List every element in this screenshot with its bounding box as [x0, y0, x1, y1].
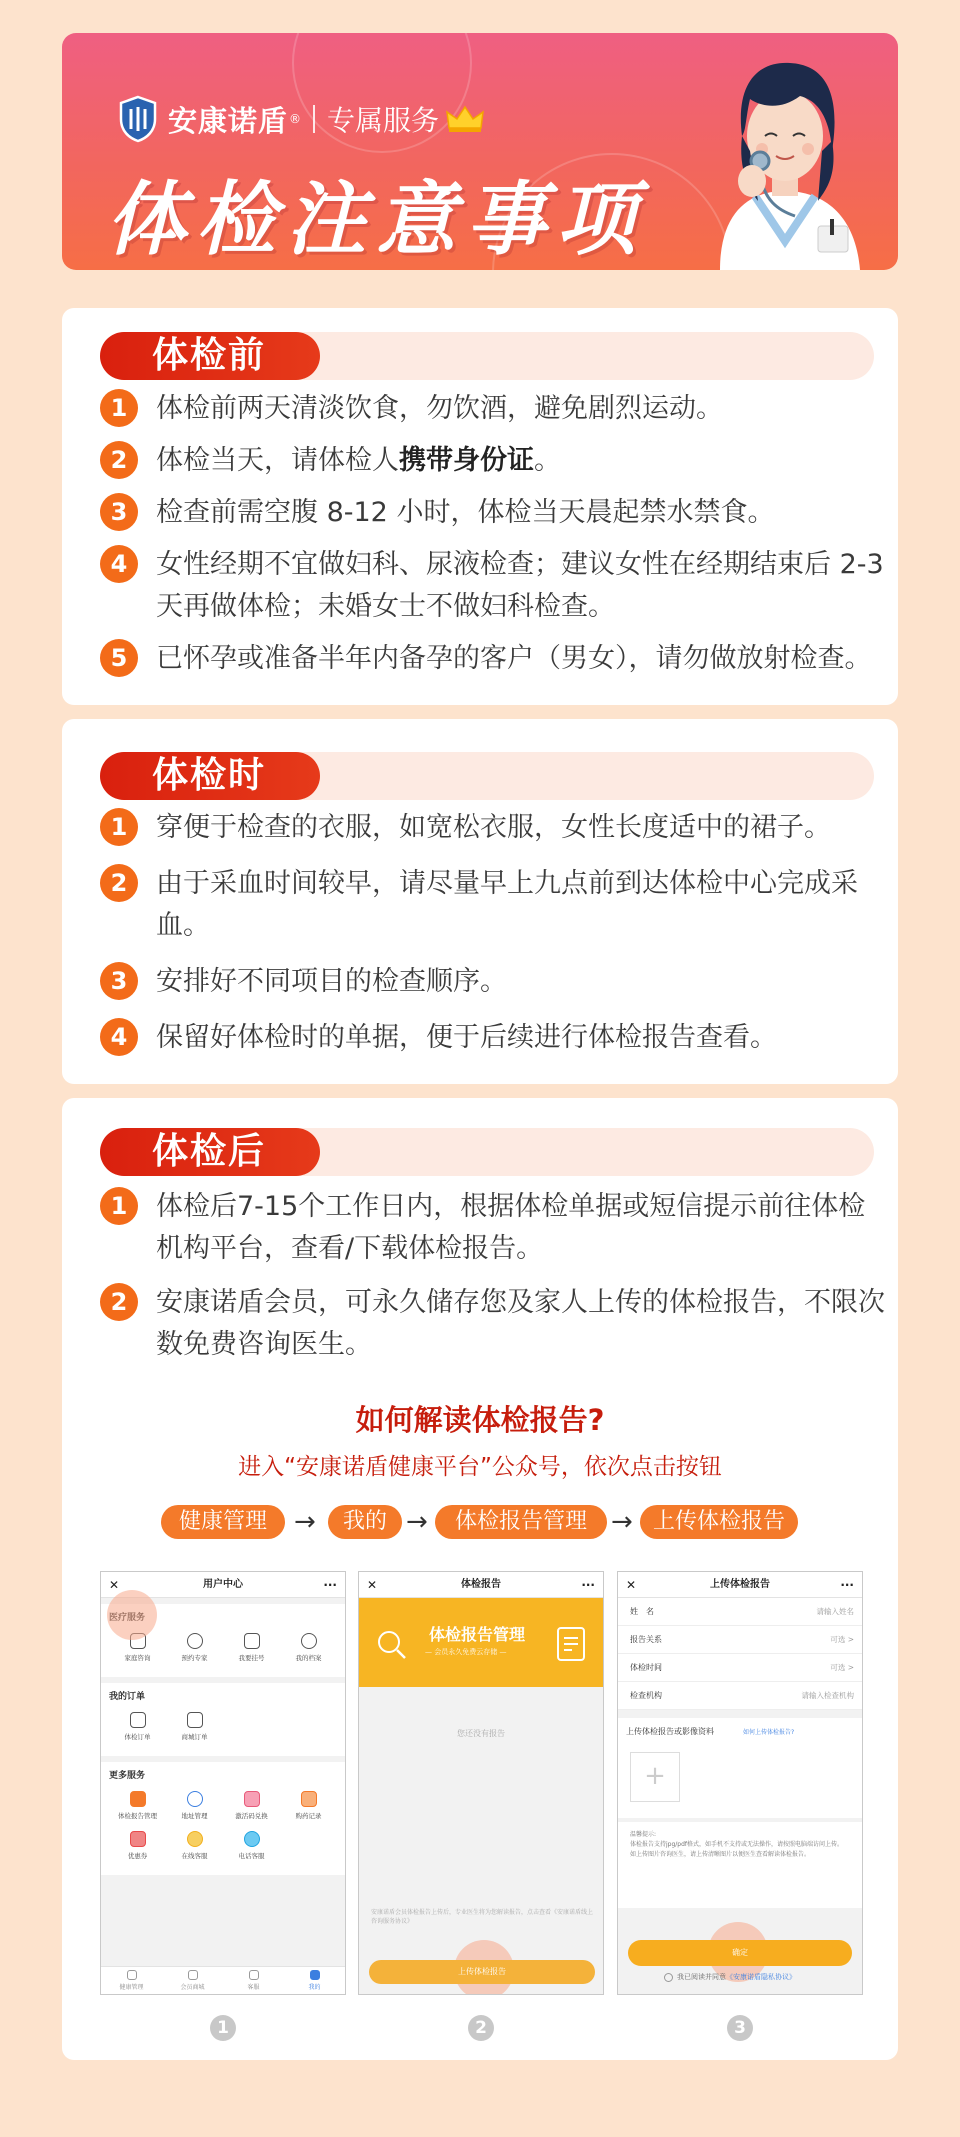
screenshot-user-center: [100, 1571, 346, 1995]
item-text-bold: 携带身份证: [399, 445, 534, 476]
cart-icon: [187, 1712, 203, 1728]
list-item: [100, 961, 890, 1003]
hero-title: 体检报告管理: [429, 1625, 526, 1644]
list-item: [100, 492, 890, 534]
voucher-icon: [244, 1791, 260, 1807]
tab-label: 健康管理: [119, 1984, 144, 1991]
during-card: [62, 719, 898, 1084]
number-badge: 3: [100, 493, 138, 531]
grid-label: 电话客服: [238, 1852, 265, 1860]
grid-item[interactable]: [166, 1789, 223, 1829]
grid-item[interactable]: [280, 1631, 337, 1671]
registered-mark: ®: [289, 112, 302, 126]
item-text: 已怀孕或准备半年内备孕的客户（男女），请勿做放射检查。: [156, 643, 872, 674]
phone-icon: [244, 1831, 260, 1847]
tab-mine[interactable]: [284, 1967, 345, 1994]
list-item: [100, 1017, 890, 1059]
form-row-institution[interactable]: [618, 1682, 862, 1710]
home-icon: [127, 1970, 137, 1980]
list-item: [100, 638, 890, 680]
section-header-before: [100, 332, 874, 380]
more-icon[interactable]: ···: [581, 1578, 595, 1592]
group-title: 更多服务: [109, 1771, 146, 1781]
item-text: 保留好体检时的单据，便于后续进行体检报告查看。: [156, 1022, 777, 1053]
privacy-link[interactable]: 《安康诺盾隐私协议》: [726, 1973, 796, 1981]
list-item: [100, 807, 890, 849]
notice-text: 安康诺盾会员体检报告上传后，专业医生将为您解读报告，点击查看《安康诺盾线上咨询服务协议》: [371, 1909, 594, 1925]
radio-icon[interactable]: [664, 1973, 673, 1982]
upload-help-link[interactable]: 如何上传体检报告?: [743, 1729, 795, 1736]
after-card: [62, 1098, 898, 2060]
step-health-management[interactable]: 健康管理: [161, 1505, 285, 1539]
form-label: 体检时间: [630, 1663, 662, 1672]
step-flow: [62, 1505, 898, 1539]
shield-logo-icon: [118, 95, 158, 143]
grid-label: 体检报告管理: [118, 1812, 157, 1820]
upload-report-button[interactable]: 上传体检报告: [369, 1960, 595, 1984]
group-more: [101, 1762, 345, 1875]
item-text-part: 。: [534, 445, 561, 476]
number-badge: 2: [100, 441, 138, 479]
item-text: 体检前两天清淡饮食，勿饮酒，避免剧烈运动。: [156, 393, 723, 424]
item-text: 检查前需空腹 8-12 小时，体检当天晨起禁水禁食。: [156, 497, 775, 528]
clipboard-icon: [555, 1624, 589, 1664]
tab-label: 会员商城: [180, 1984, 205, 1991]
brand-name: 安康诺盾: [168, 103, 289, 138]
number-badge: 1: [100, 1187, 138, 1225]
section-header-after: [100, 1128, 874, 1176]
confirm-button[interactable]: 确定: [628, 1940, 852, 1966]
item-text: 安排好不同项目的检查顺序。: [156, 966, 507, 997]
list-item: [100, 1186, 890, 1270]
item-text: 女性经期不宜做妇科、尿液检查；建议女性在经期结束后 2-3 天再做体检；未婚女士不做妇科检查。: [156, 549, 884, 622]
item-text: 安康诺盾会员，可永久储存您及家人上传的体检报告，不限次数免费咨询医生。: [156, 1287, 885, 1360]
grid-item[interactable]: [109, 1829, 166, 1869]
form-row-name[interactable]: [618, 1598, 862, 1626]
grid-label: 我的档案: [295, 1654, 322, 1662]
doctor-illustration: [680, 41, 890, 270]
service-label: 专属服务: [327, 104, 440, 137]
step-number-badge: 3: [727, 2015, 753, 2041]
doctor-icon: [187, 1633, 203, 1649]
form-label: 姓 名: [630, 1607, 654, 1616]
item-text: 体检后7-15个工作日内，根据体检单据或短信提示前往体检机构平台，查看/下载体检报告。: [156, 1191, 866, 1264]
item-text: 穿便于检查的衣服，如宽松衣服，女性长度适中的裙子。: [156, 812, 831, 843]
number-badge: 2: [100, 864, 138, 902]
grid-label: 优惠券: [127, 1852, 148, 1860]
chat-icon: [187, 1831, 203, 1847]
step-upload-report[interactable]: 上传体检报告: [640, 1505, 798, 1539]
phone-title: 体检报告: [461, 1579, 501, 1590]
grid-item[interactable]: [109, 1710, 166, 1750]
register-icon: [244, 1633, 260, 1649]
hero-subtitle: — 会员永久免费云存储 —: [425, 1648, 507, 1656]
divider: [313, 105, 315, 133]
phone-header: [618, 1572, 862, 1598]
item-text: [156, 440, 561, 482]
grid-label: 在线客服: [181, 1852, 208, 1860]
step-report-management[interactable]: 体检报告管理: [435, 1505, 607, 1539]
header-banner: [62, 33, 898, 270]
grid-label: 激活码兑换: [235, 1812, 268, 1820]
location-icon: [187, 1791, 203, 1807]
number-badge: 2: [100, 1283, 138, 1321]
number-badge: 5: [100, 639, 138, 677]
form-value[interactable]: 可选 >: [830, 1635, 854, 1644]
tips-line: 体检报告支持jpg/pdf格式，如手机不支持或无法操作，请按照电脑端访问上传。: [630, 1841, 844, 1848]
grid-label: 预约专家: [181, 1654, 208, 1662]
add-image-button[interactable]: +: [630, 1752, 680, 1802]
grid-label: 地址管理: [181, 1812, 208, 1820]
tab-label: 我的: [308, 1984, 321, 1991]
coupon-icon: [130, 1831, 146, 1847]
grid-label: 我要挂号: [238, 1654, 265, 1662]
close-icon[interactable]: ✕: [626, 1578, 637, 1592]
order-icon: [130, 1712, 146, 1728]
brand: [118, 95, 485, 143]
tips-section: [618, 1822, 862, 1908]
screenshot-upload-form: [617, 1571, 863, 1995]
upload-section: [618, 1718, 862, 1818]
form-value[interactable]: 可选 >: [830, 1663, 854, 1672]
grid-item[interactable]: [223, 1631, 280, 1671]
grid-item[interactable]: [280, 1789, 337, 1829]
bottom-tab-bar: [101, 1966, 345, 1994]
section-header-during: [100, 752, 874, 800]
item-text: 由于采血时间较早，请尽量早上九点前到达体检中心完成采血。: [156, 868, 858, 941]
grid-item[interactable]: [166, 1631, 223, 1671]
form-label: 检查机构: [630, 1691, 662, 1700]
number-badge: 3: [100, 962, 138, 1000]
number-badge: 4: [100, 545, 138, 583]
number-badge: 1: [100, 389, 138, 427]
grid-item[interactable]: [166, 1710, 223, 1750]
arrow-icon: →: [611, 1507, 633, 1537]
list-item: [100, 440, 890, 482]
guide-subtitle: 进入“安康诺盾健康平台”公众号，依次点击按钮: [238, 1454, 722, 1480]
shop-icon: [188, 1970, 198, 1980]
group-title: 我的订单: [109, 1692, 146, 1702]
tips-title: 温馨提示:: [630, 1831, 657, 1838]
user-icon: [310, 1970, 320, 1980]
medicine-icon: [301, 1791, 317, 1807]
report-hero: [359, 1598, 603, 1687]
close-icon[interactable]: ✕: [109, 1578, 120, 1592]
step-number-badge: 1: [210, 2015, 236, 2041]
archive-icon: [301, 1633, 317, 1649]
close-icon[interactable]: ✕: [367, 1578, 378, 1592]
section-title: 体检前: [100, 332, 320, 380]
grid-label: 体检订单: [124, 1733, 151, 1741]
form-value[interactable]: 请输入姓名: [816, 1607, 854, 1616]
group-orders: [101, 1683, 345, 1756]
phone-header: [359, 1572, 603, 1598]
item-text-part: 体检当天，请体检人: [156, 445, 399, 476]
crown-icon: [445, 104, 485, 134]
headset-icon: [249, 1970, 259, 1980]
section-title: 体检时: [100, 752, 320, 800]
grid-label: 商城订单: [181, 1733, 208, 1741]
tab-service[interactable]: [223, 1967, 284, 1994]
upload-title: 上传体检报告或影像资料: [626, 1727, 714, 1736]
magnifier-icon: [371, 1624, 411, 1664]
form-value[interactable]: 请输入检查机构: [801, 1691, 854, 1700]
tab-health[interactable]: [101, 1967, 162, 1994]
grid-item-report[interactable]: [109, 1789, 166, 1829]
screenshot-report-list: [358, 1571, 604, 1995]
list-item: [100, 863, 890, 947]
empty-state: 您还没有报告: [457, 1729, 505, 1738]
form-row-date[interactable]: [618, 1654, 862, 1682]
number-badge: 1: [100, 808, 138, 846]
phone-title: 上传体检报告: [710, 1579, 770, 1590]
phone-title: 用户中心: [203, 1579, 243, 1590]
agreement-text: 我已阅读并同意: [677, 1973, 726, 1981]
report-icon: [130, 1791, 146, 1807]
arrow-icon: →: [294, 1507, 316, 1537]
list-item: [100, 544, 890, 628]
step-number-badge: 2: [468, 2015, 494, 2041]
grid-item[interactable]: [223, 1829, 280, 1869]
grid-label: 购药记录: [295, 1812, 322, 1820]
list-item: [100, 388, 890, 430]
form-label: 报告关系: [630, 1635, 662, 1644]
more-icon[interactable]: ···: [840, 1578, 854, 1592]
form-row-relation[interactable]: [618, 1626, 862, 1654]
grid-label: 家庭咨询: [124, 1654, 151, 1662]
more-icon[interactable]: ···: [323, 1578, 337, 1592]
tap-highlight: [107, 1590, 157, 1640]
guide-title: 如何解读体检报告?: [355, 1403, 605, 1437]
arrow-icon: →: [406, 1507, 428, 1537]
tab-mall[interactable]: [162, 1967, 223, 1994]
section-title: 体检后: [100, 1128, 320, 1176]
agreement: [664, 1972, 796, 1982]
grid-item[interactable]: [166, 1829, 223, 1869]
page-title: 体检注意事项: [106, 173, 646, 266]
tab-label: 客服: [247, 1984, 260, 1991]
number-badge: 4: [100, 1018, 138, 1056]
step-mine[interactable]: 我的: [328, 1505, 402, 1539]
before-card: [62, 308, 898, 705]
list-item: [100, 1282, 890, 1366]
tips-line: 如上传图片咨询医生，请上传清晰图片以便医生查看解读体检报告。: [630, 1851, 811, 1858]
grid-item[interactable]: [223, 1789, 280, 1829]
